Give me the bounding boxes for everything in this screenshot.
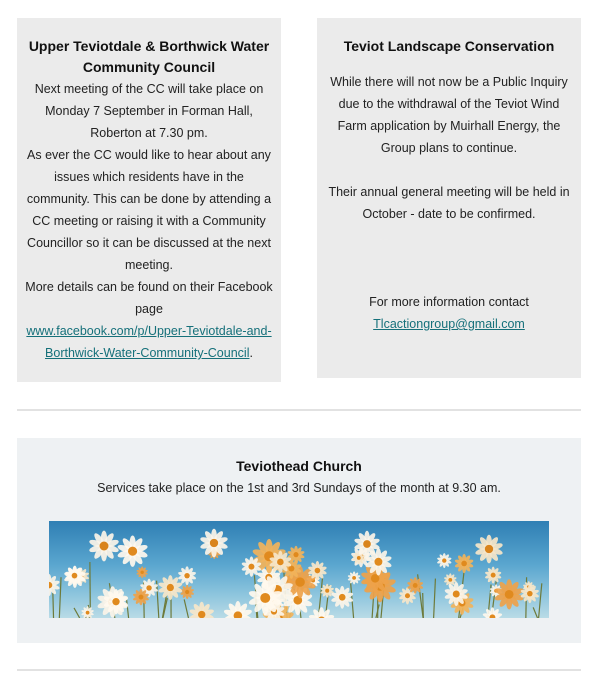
facebook-link[interactable]: www.facebook.com/p/Upper-Teviotdale-and-Borthwick-Water-Community-Council [26, 324, 272, 360]
landscape-title: Teviot Landscape Conservation [343, 38, 555, 54]
email-link[interactable]: Tlcactiongroup@gmail.com [373, 317, 525, 331]
church-card [17, 438, 581, 643]
meeting-text: Next meeting of the CC will take place on Monday 7 September in Forman Hall, Roberton at 7.30 pm. [34, 82, 264, 140]
facebook-link-line [25, 320, 273, 364]
flower-image [49, 521, 549, 618]
landscape-paragraph-2: Their annual general meeting will be held in October - date to be confirmed. [328, 185, 570, 221]
flower-illustration [49, 521, 549, 618]
community-council-card [17, 18, 281, 382]
section-divider [17, 409, 581, 411]
issues-text: As ever the CC would like to hear about any issues which residents have in the community. This can be done by attending a CC meeting or raising it with a Community Councillor so it can be discussed at the next meeting. [26, 148, 272, 272]
contact-text: For more information contact [369, 295, 529, 309]
landscape-conservation-card [317, 18, 581, 378]
link-suffix: . [249, 346, 253, 360]
bottom-divider [17, 669, 581, 671]
community-council-title: Upper Teviotdale & Borthwick Water Community Council [28, 38, 270, 75]
church-title: Teviothead Church [236, 458, 362, 474]
church-services-text: Services take place on the 1st and 3rd Sundays of the month at 9.30 am. [97, 481, 501, 495]
details-text: More details can be found on their Facebook page [25, 280, 273, 316]
landscape-paragraph-1: While there will not now be a Public Inquiry due to the withdrawal of the Teviot Wind Farm application by Muirhall Energy, the Group plans to continue. [330, 75, 568, 155]
